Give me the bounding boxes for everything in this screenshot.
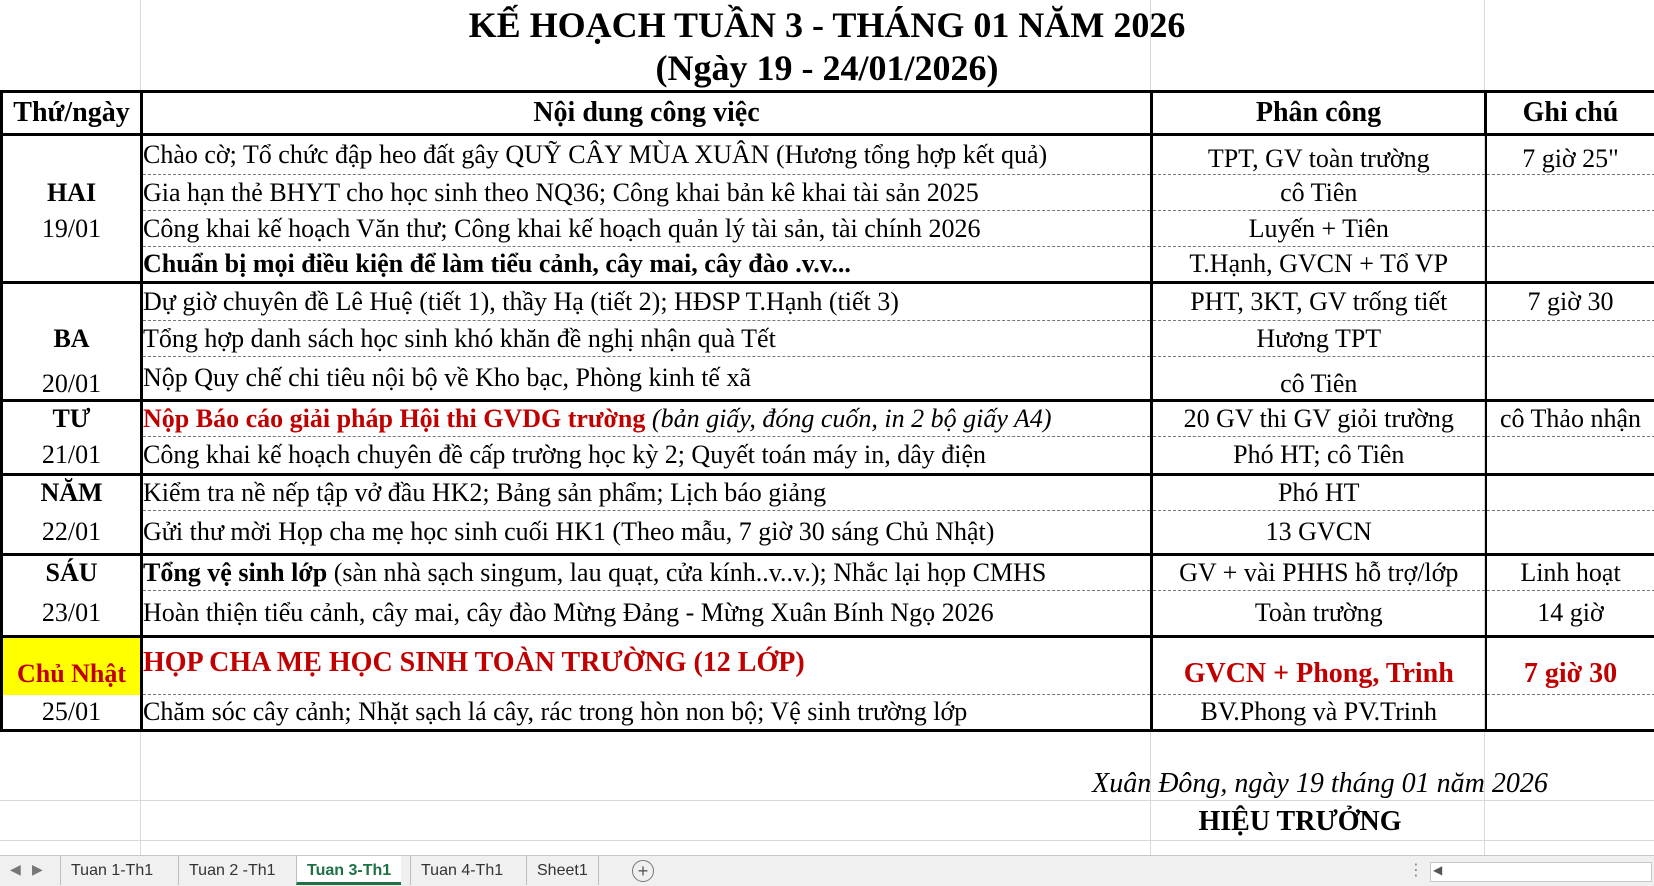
assign-cell[interactable]: GV + vài PHHS hỗ trợ/lớp: [1152, 555, 1486, 591]
gridline: [0, 840, 1654, 841]
assign-cell[interactable]: Luyến + Tiên: [1152, 211, 1486, 247]
assign-cell[interactable]: TPT, GV toàn trường: [1152, 135, 1486, 175]
content-cell[interactable]: Tổng hợp danh sách học sinh khó khăn đề nghị nhận quà Tết: [142, 321, 1152, 357]
assign-cell[interactable]: 13 GVCN: [1152, 511, 1486, 555]
sheet-tab-bar: [0, 855, 1654, 886]
content-cell[interactable]: Công khai kế hoạch chuyên đề cấp trường học kỳ 2; Quyết toán máy in, dây điện: [142, 437, 1152, 475]
table-row: [2, 135, 1654, 175]
tab-tuan-2[interactable]: Tuan 2 -Th1: [178, 856, 286, 885]
assign-cell[interactable]: Toàn trường: [1152, 591, 1486, 637]
content-cell[interactable]: Kiểm tra nề nếp tập vở đầu HK2; Bảng sản phẩm; Lịch báo giảng: [142, 475, 1152, 511]
note-cell[interactable]: [1486, 247, 1654, 283]
day-cell[interactable]: [2, 135, 142, 175]
note-cell[interactable]: [1486, 511, 1654, 555]
horizontal-scrollbar[interactable]: [1430, 862, 1652, 882]
assign-cell[interactable]: PHT, 3KT, GV trống tiết: [1152, 283, 1486, 321]
assign-cell[interactable]: BV.Phong và PV.Trinh: [1152, 695, 1486, 731]
gridline: [0, 800, 1654, 801]
note-cell[interactable]: [1486, 695, 1654, 731]
day-date[interactable]: 23/01: [2, 591, 142, 637]
table-row: [2, 637, 1654, 695]
table-row: [2, 321, 1654, 357]
day-name[interactable]: TƯ: [2, 401, 142, 437]
table-row: [2, 175, 1654, 211]
content-cell[interactable]: Nộp Quy chế chi tiêu nội bộ về Kho bạc, Phòng kinh tế xã: [142, 357, 1152, 401]
day-date[interactable]: 22/01: [2, 511, 142, 555]
table-row: [2, 283, 1654, 321]
assign-cell[interactable]: cô Tiên: [1152, 357, 1486, 401]
content-highlight: Tổng vệ sinh lớp: [143, 558, 327, 587]
table-row: [2, 401, 1654, 437]
assign-cell[interactable]: Hương TPT: [1152, 321, 1486, 357]
note-cell[interactable]: [1486, 437, 1654, 475]
note-cell[interactable]: cô Thảo nhận: [1486, 401, 1654, 437]
day-name[interactable]: HAI: [2, 175, 142, 211]
assign-cell[interactable]: Phó HT: [1152, 475, 1486, 511]
note-cell[interactable]: 7 giờ 25": [1486, 135, 1654, 175]
table-row: [2, 475, 1654, 511]
note-cell[interactable]: [1486, 475, 1654, 511]
note-cell[interactable]: [1486, 357, 1654, 401]
assign-cell[interactable]: cô Tiên: [1152, 175, 1486, 211]
table-row: [2, 695, 1654, 731]
tab-tuan-1[interactable]: Tuan 1-Th1: [60, 856, 163, 885]
day-date[interactable]: 19/01: [2, 211, 142, 247]
note-cell[interactable]: 7 giờ 30: [1486, 283, 1654, 321]
day-name[interactable]: SÁU: [2, 555, 142, 591]
table-row: [2, 357, 1654, 401]
content-cell[interactable]: Công khai kế hoạch Văn thư; Công khai kế hoạch quản lý tài sản, tài chính 2026: [142, 211, 1152, 247]
content-cell[interactable]: Gia hạn thẻ BHYT cho học sinh theo NQ36; Công khai bản kê khai tài sản 2025: [142, 175, 1152, 211]
content-detail: (sàn nhà sạch singum, lau quạt, cửa kính..v..v.); Nhắc lại họp CMHS: [327, 558, 1046, 587]
content-cell[interactable]: Dự giờ chuyên đề Lê Huệ (tiết 1), thầy Hạ (tiết 2); HĐSP T.Hạnh (tiết 3): [142, 283, 1152, 321]
table-row: [2, 437, 1654, 475]
note-cell[interactable]: [1486, 175, 1654, 211]
add-sheet-icon[interactable]: +: [632, 860, 654, 882]
content-cell[interactable]: [142, 401, 1152, 437]
table-row: [2, 511, 1654, 555]
more-options-icon[interactable]: ⋮: [1408, 860, 1424, 880]
signature-date: Xuân Đông, ngày 19 tháng 01 năm 2026: [1060, 768, 1580, 800]
day-date[interactable]: 21/01: [2, 437, 142, 475]
content-cell[interactable]: Hoàn thiện tiểu cảnh, cây mai, cây đào Mừng Đảng - Mừng Xuân Bính Ngọ 2026: [142, 591, 1152, 637]
header-note[interactable]: Ghi chú: [1486, 92, 1654, 135]
day-cell[interactable]: [2, 247, 142, 283]
page-title: KẾ HOẠCH TUẦN 3 - THÁNG 01 NĂM 2026: [0, 5, 1654, 45]
note-cell[interactable]: Linh hoạt: [1486, 555, 1654, 591]
content-cell[interactable]: HỌP CHA MẸ HỌC SINH TOÀN TRƯỜNG (12 LỚP): [142, 637, 1152, 695]
day-name[interactable]: NĂM: [2, 475, 142, 511]
note-cell[interactable]: [1486, 211, 1654, 247]
day-date[interactable]: 25/01: [2, 695, 142, 731]
weekly-plan-table: [0, 90, 1654, 732]
assign-cell[interactable]: T.Hạnh, GVCN + Tổ VP: [1152, 247, 1486, 283]
signature-role: HIỆU TRƯỞNG: [1150, 806, 1450, 838]
content-cell[interactable]: Chăm sóc cây cảnh; Nhặt sạch lá cây, rác trong hòn non bộ; Vệ sinh trường lớp: [142, 695, 1152, 731]
tab-scroll-right-icon[interactable]: ▶: [32, 861, 43, 878]
assign-cell[interactable]: GVCN + Phong, Trinh: [1152, 637, 1486, 695]
content-cell[interactable]: Chuẩn bị mọi điều kiện để làm tiểu cảnh, cây mai, cây đào .v.v...: [142, 247, 1152, 283]
tab-scroll-left-icon[interactable]: ◀: [10, 861, 21, 878]
tab-tuan-4[interactable]: Tuan 4-Th1: [410, 856, 513, 885]
header-row: [2, 92, 1654, 135]
table-row: [2, 591, 1654, 637]
table-row: [2, 211, 1654, 247]
tab-sheet1[interactable]: Sheet1: [526, 856, 599, 885]
assign-cell[interactable]: Phó HT; cô Tiên: [1152, 437, 1486, 475]
table-row: [2, 247, 1654, 283]
tab-tuan-3[interactable]: Tuan 3-Th1: [296, 856, 401, 885]
table-row: [2, 555, 1654, 591]
content-cell[interactable]: [142, 555, 1152, 591]
content-detail: (bản giấy, đóng cuốn, in 2 bộ giấy A4): [645, 404, 1051, 433]
content-cell[interactable]: Gửi thư mời Họp cha mẹ học sinh cuối HK1 (Theo mẫu, 7 giờ 30 sáng Chủ Nhật): [142, 511, 1152, 555]
day-date[interactable]: 20/01: [2, 357, 142, 401]
note-cell[interactable]: [1486, 321, 1654, 357]
note-cell[interactable]: 7 giờ 30: [1486, 637, 1654, 695]
page-subtitle: (Ngày 19 - 24/01/2026): [0, 48, 1654, 88]
day-name[interactable]: BA: [2, 321, 142, 357]
content-highlight: Nộp Báo cáo giải pháp Hội thi GVDG trường: [143, 404, 645, 433]
assign-cell[interactable]: 20 GV thi GV giỏi trường: [1152, 401, 1486, 437]
note-cell[interactable]: 14 giờ: [1486, 591, 1654, 637]
header-assign[interactable]: Phân công: [1152, 92, 1486, 135]
day-cell[interactable]: [2, 283, 142, 321]
content-cell[interactable]: Chào cờ; Tổ chức đập heo đất gây QUỸ CÂY MÙA XUÂN (Hương tổng hợp kết quả): [142, 135, 1152, 175]
header-content[interactable]: Nội dung công việc: [142, 92, 1152, 135]
header-day[interactable]: Thứ/ngày: [2, 92, 142, 135]
day-name[interactable]: Chủ Nhật: [2, 637, 142, 695]
scroll-left-icon[interactable]: ◀: [1433, 863, 1442, 877]
